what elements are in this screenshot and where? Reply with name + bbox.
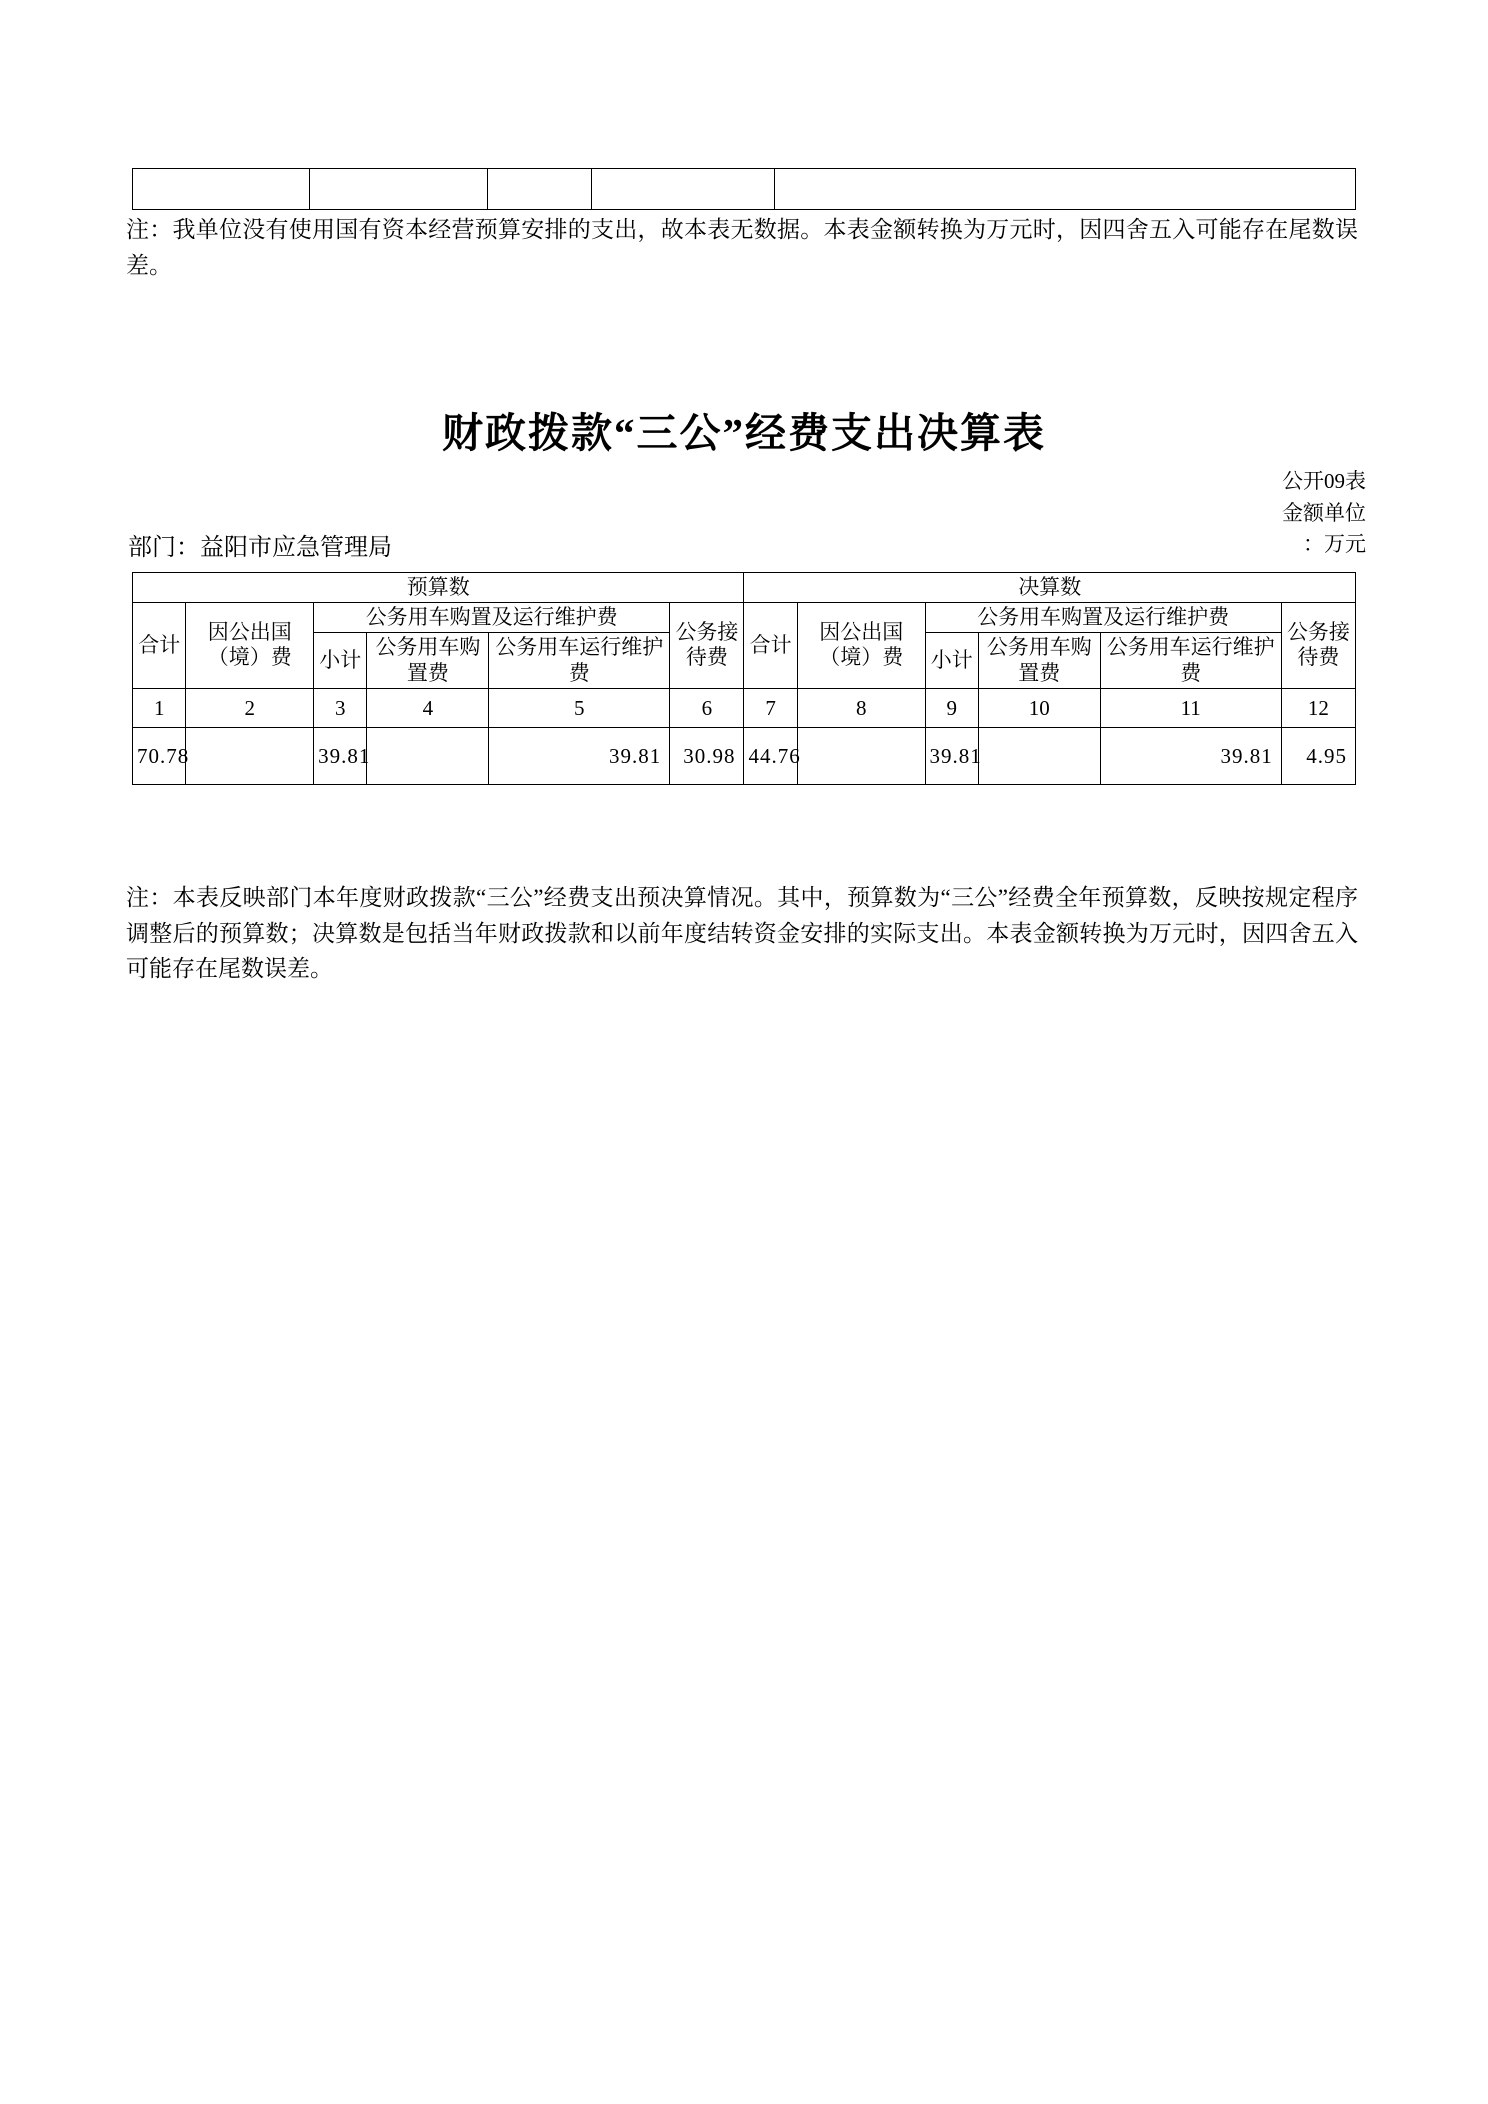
table-column-index-row [133, 688, 1356, 727]
header-final-subtotal: 小计 [925, 633, 978, 688]
page-title: 财政拨款“三公”经费支出决算表 [442, 410, 1046, 456]
column-index: 10 [978, 688, 1100, 727]
column-index: 6 [670, 688, 744, 727]
value-budget-total: 70.78 [133, 727, 186, 784]
column-index: 11 [1100, 688, 1281, 727]
column-index: 1 [133, 688, 186, 727]
header-final-purchase: 公务用车购置费 [978, 633, 1100, 688]
value-budget-abroad [186, 727, 314, 784]
cell [775, 169, 1356, 210]
column-index: 9 [925, 688, 978, 727]
form-number: 公开09表 [1282, 469, 1366, 493]
header-final-maintain: 公务用车运行维护费 [1100, 633, 1281, 688]
value-final-abroad [797, 727, 925, 784]
value-final-total: 44.76 [744, 727, 797, 784]
group-header-final: 决算数 [744, 573, 1356, 603]
cell [591, 169, 774, 210]
header-final-abroad: 因公出国（境）费 [797, 603, 925, 689]
table-group-header-row [133, 573, 1356, 603]
value-budget-maintain: 39.81 [489, 727, 670, 784]
value-budget-reception: 30.98 [670, 727, 744, 784]
note-three-public-expenses: 注：本表反映部门本年度财政拨款“三公”经费支出预决算情况。其中，预算数为“三公”经费全年预算数，反映按规定程序调整后的预算数；决算数是包括当年财政拨款和以前年度结转资金安排的实际支出。本表金额转换为万元时，因四舍五入可能存在尾数误差。 [126, 885, 1358, 982]
header-final-reception: 公务接待费 [1281, 603, 1355, 689]
value-budget-subtotal: 39.81 [314, 727, 367, 784]
value-final-reception: 4.95 [1281, 727, 1355, 784]
value-final-purchase [978, 727, 1100, 784]
column-index: 5 [489, 688, 670, 727]
table-header-row-1 [133, 603, 1356, 633]
value-budget-purchase [367, 727, 489, 784]
column-index: 7 [744, 688, 797, 727]
table-row [133, 169, 1356, 210]
note-previous-table: 注：我单位没有使用国有资本经营预算安排的支出，故本表无数据。本表金额转换为万元时，因四舍五入可能存在尾数误差。 [126, 217, 1358, 278]
header-final-vehicle-group: 公务用车购置及运行维护费 [925, 603, 1281, 633]
column-index: 4 [367, 688, 489, 727]
amount-unit-value: ：万元 [1303, 532, 1366, 556]
header-budget-purchase: 公务用车购置费 [367, 633, 489, 688]
column-index: 3 [314, 688, 367, 727]
cell [487, 169, 591, 210]
previous-table-fragment [132, 168, 1356, 210]
cell [310, 169, 487, 210]
header-final-total: 合计 [744, 603, 797, 689]
header-budget-total: 合计 [133, 603, 186, 689]
table-meta [1106, 466, 1366, 561]
previous-table [132, 168, 1356, 210]
cell [133, 169, 310, 210]
column-index: 8 [797, 688, 925, 727]
column-index: 2 [186, 688, 314, 727]
group-header-budget: 预算数 [133, 573, 744, 603]
header-budget-reception: 公务接待费 [670, 603, 744, 689]
header-budget-vehicle-group: 公务用车购置及运行维护费 [314, 603, 670, 633]
department-line: 部门：益阳市应急管理局 [128, 535, 392, 561]
amount-unit-label: 金额单位 [1282, 500, 1366, 525]
column-index: 12 [1281, 688, 1355, 727]
value-final-subtotal: 39.81 [925, 727, 978, 784]
three-public-expenses-table-wrap [132, 572, 1356, 785]
header-budget-abroad: 因公出国（境）费 [186, 603, 314, 689]
header-budget-subtotal: 小计 [314, 633, 367, 688]
header-budget-maintain: 公务用车运行维护费 [489, 633, 670, 688]
table-value-row [133, 727, 1356, 784]
three-public-expenses-table [132, 572, 1356, 785]
value-final-maintain: 39.81 [1100, 727, 1281, 784]
